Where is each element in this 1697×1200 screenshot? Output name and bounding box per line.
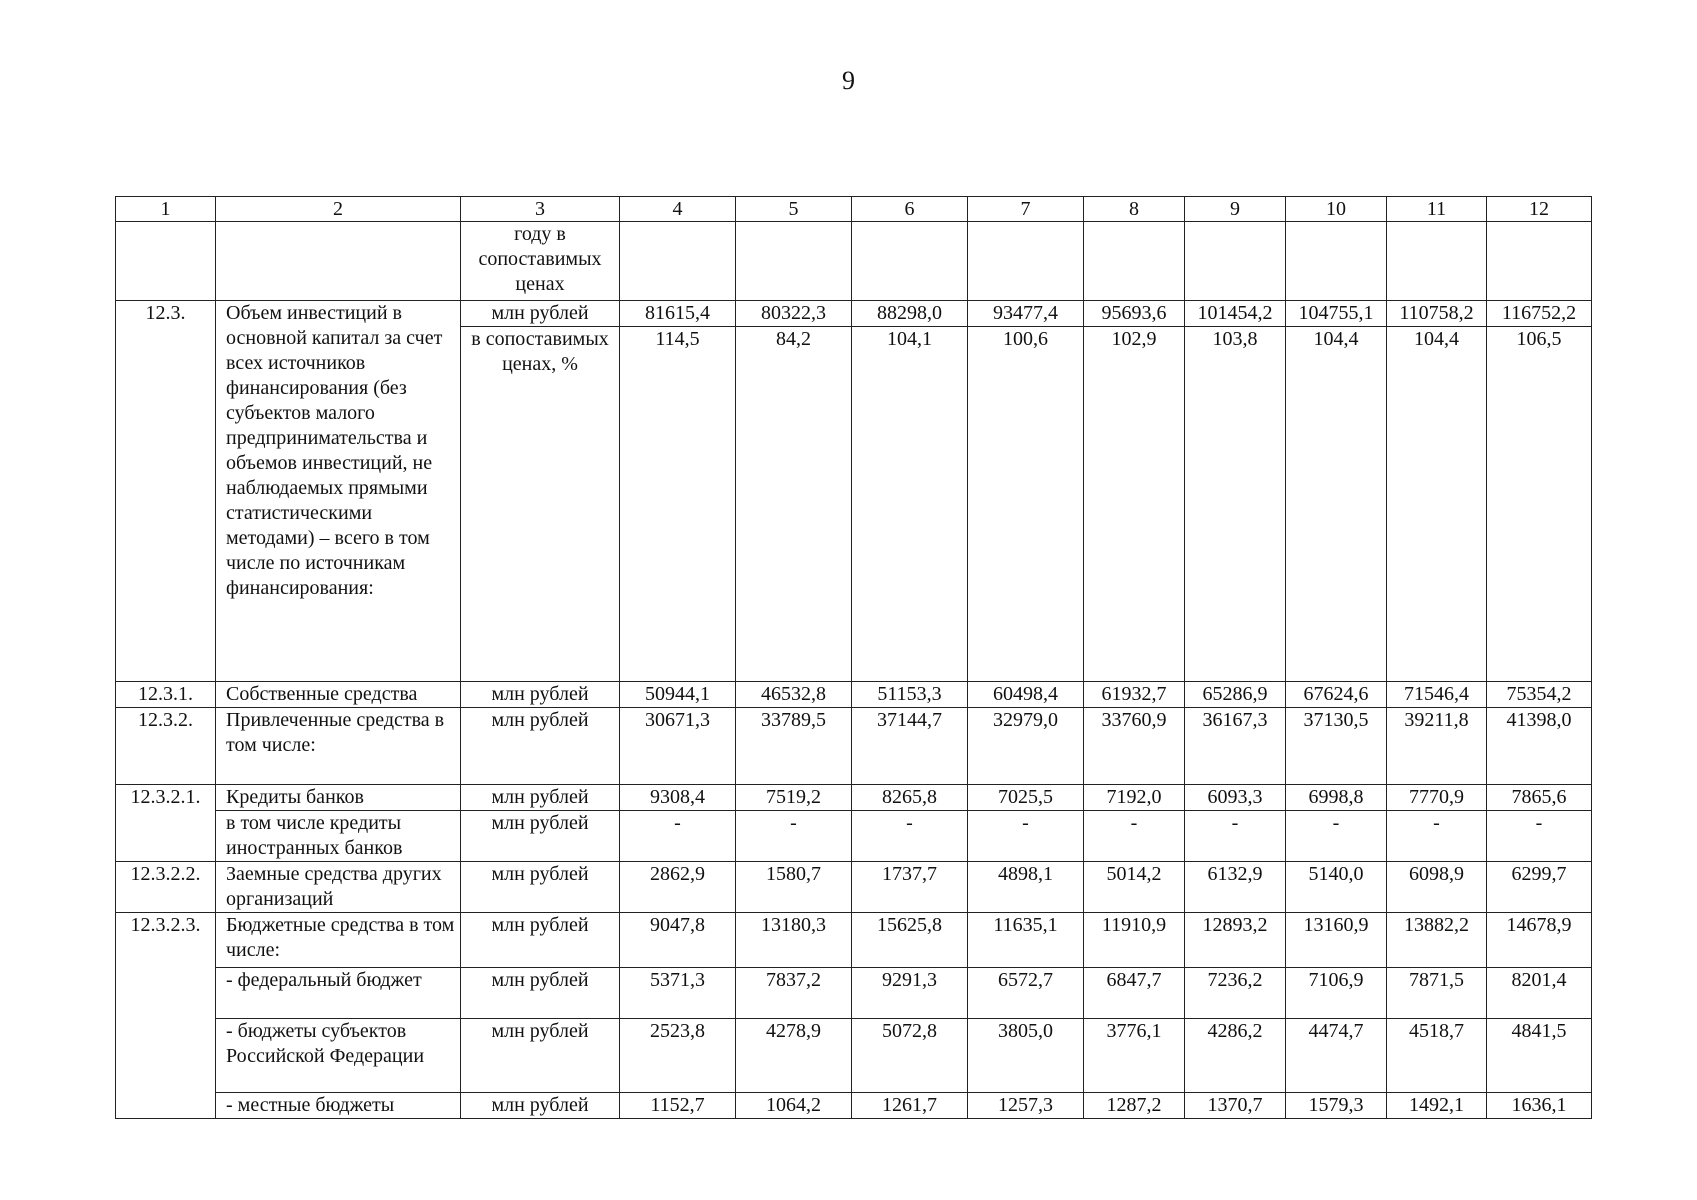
unit-cell: в сопоставимых ценах, %: [461, 327, 620, 682]
value-cell: -: [1387, 811, 1487, 862]
value-cell: 4278,9: [736, 1019, 852, 1093]
value-cell: 7106,9: [1286, 968, 1387, 1019]
value-cell: [968, 222, 1084, 301]
value-cell: 5371,3: [620, 968, 736, 1019]
value-cell: 95693,6: [1084, 301, 1185, 327]
value-cell: 81615,4: [620, 301, 736, 327]
header-cell: 10: [1286, 197, 1387, 222]
value-cell: 46532,8: [736, 682, 852, 708]
value-cell: 4898,1: [968, 862, 1084, 913]
table-row: [116, 862, 1592, 913]
value-cell: -: [1185, 811, 1286, 862]
value-cell: -: [1487, 811, 1592, 862]
table-row: [116, 1019, 1592, 1093]
indicator-name-cell: - федеральный бюджет: [216, 968, 461, 1019]
value-cell: 2523,8: [620, 1019, 736, 1093]
value-cell: 1257,3: [968, 1093, 1084, 1119]
value-cell: 9308,4: [620, 785, 736, 811]
value-cell: [1084, 222, 1185, 301]
value-cell: 1580,7: [736, 862, 852, 913]
indicator-name-cell: - местные бюджеты: [216, 1093, 461, 1119]
value-cell: 7770,9: [1387, 785, 1487, 811]
value-cell: 51153,3: [852, 682, 968, 708]
table-row: [116, 708, 1592, 785]
value-cell: 8265,8: [852, 785, 968, 811]
value-cell: 1152,7: [620, 1093, 736, 1119]
indicator-name-cell: Объем инвестиций в основной капитал за счет всех источников финансирования (без субъектов малого предпринимательства и объемов инвестиций, не наблюдаемых прямыми статистическими методами) – всего в том числе по источникам финансирования:: [216, 301, 461, 682]
value-cell: 7236,2: [1185, 968, 1286, 1019]
unit-cell: млн рублей: [461, 1093, 620, 1119]
table-row: [116, 785, 1592, 811]
value-cell: 104755,1: [1286, 301, 1387, 327]
value-cell: 5072,8: [852, 1019, 968, 1093]
indicator-name-cell: [216, 222, 461, 301]
value-cell: -: [1084, 811, 1185, 862]
value-cell: 33789,5: [736, 708, 852, 785]
value-cell: 75354,2: [1487, 682, 1592, 708]
unit-cell: млн рублей: [461, 811, 620, 862]
value-cell: 6847,7: [1084, 968, 1185, 1019]
value-cell: 61932,7: [1084, 682, 1185, 708]
table-row: [116, 682, 1592, 708]
value-cell: 88298,0: [852, 301, 968, 327]
value-cell: 33760,9: [1084, 708, 1185, 785]
value-cell: 80322,3: [736, 301, 852, 327]
value-cell: 11910,9: [1084, 913, 1185, 968]
value-cell: 5140,0: [1286, 862, 1387, 913]
table-row: [116, 968, 1592, 1019]
value-cell: 84,2: [736, 327, 852, 682]
value-cell: [1487, 222, 1592, 301]
value-cell: -: [620, 811, 736, 862]
value-cell: 102,9: [1084, 327, 1185, 682]
value-cell: 1064,2: [736, 1093, 852, 1119]
header-cell: 12: [1487, 197, 1592, 222]
value-cell: 110758,2: [1387, 301, 1487, 327]
value-cell: 37130,5: [1286, 708, 1387, 785]
value-cell: 37144,7: [852, 708, 968, 785]
value-cell: 36167,3: [1185, 708, 1286, 785]
header-cell: 11: [1387, 197, 1487, 222]
value-cell: 30671,3: [620, 708, 736, 785]
value-cell: 13180,3: [736, 913, 852, 968]
value-cell: [1387, 222, 1487, 301]
unit-cell: млн рублей: [461, 1019, 620, 1093]
value-cell: 6299,7: [1487, 862, 1592, 913]
value-cell: 39211,8: [1387, 708, 1487, 785]
row-number-cell: 12.3.2.2.: [116, 862, 216, 913]
value-cell: 13160,9: [1286, 913, 1387, 968]
unit-cell: млн рублей: [461, 682, 620, 708]
value-cell: [852, 222, 968, 301]
unit-cell: млн рублей: [461, 913, 620, 968]
value-cell: 9291,3: [852, 968, 968, 1019]
unit-cell: млн рублей: [461, 862, 620, 913]
header-cell: 6: [852, 197, 968, 222]
value-cell: 1492,1: [1387, 1093, 1487, 1119]
value-cell: 1370,7: [1185, 1093, 1286, 1119]
header-cell: 1: [116, 197, 216, 222]
row-number-cell: 12.3.2.: [116, 708, 216, 785]
value-cell: 4841,5: [1487, 1019, 1592, 1093]
header-cell: 7: [968, 197, 1084, 222]
table-header-row: [116, 197, 1592, 222]
value-cell: 7025,5: [968, 785, 1084, 811]
value-cell: 6093,3: [1185, 785, 1286, 811]
value-cell: [736, 222, 852, 301]
value-cell: 6572,7: [968, 968, 1084, 1019]
value-cell: 116752,2: [1487, 301, 1592, 327]
value-cell: -: [968, 811, 1084, 862]
value-cell: 3805,0: [968, 1019, 1084, 1093]
row-number-cell: 12.3.1.: [116, 682, 216, 708]
value-cell: 1737,7: [852, 862, 968, 913]
table-row: [116, 811, 1592, 862]
page-number: 9: [842, 66, 855, 95]
value-cell: 2862,9: [620, 862, 736, 913]
value-cell: 7837,2: [736, 968, 852, 1019]
row-number-cell: 12.3.2.1.: [116, 785, 216, 862]
value-cell: 60498,4: [968, 682, 1084, 708]
header-cell: 8: [1084, 197, 1185, 222]
value-cell: 15625,8: [852, 913, 968, 968]
header-cell: 9: [1185, 197, 1286, 222]
value-cell: 4474,7: [1286, 1019, 1387, 1093]
value-cell: -: [1286, 811, 1387, 862]
value-cell: 12893,2: [1185, 913, 1286, 968]
indicator-name-cell: Заемные средства других организаций: [216, 862, 461, 913]
value-cell: 3776,1: [1084, 1019, 1185, 1093]
value-cell: 100,6: [968, 327, 1084, 682]
value-cell: 5014,2: [1084, 862, 1185, 913]
value-cell: 6098,9: [1387, 862, 1487, 913]
value-cell: 7192,0: [1084, 785, 1185, 811]
table-row: [116, 913, 1592, 968]
value-cell: 1287,2: [1084, 1093, 1185, 1119]
unit-cell: млн рублей: [461, 708, 620, 785]
value-cell: [1286, 222, 1387, 301]
value-cell: 7871,5: [1387, 968, 1487, 1019]
value-cell: 114,5: [620, 327, 736, 682]
value-cell: 4286,2: [1185, 1019, 1286, 1093]
value-cell: 41398,0: [1487, 708, 1592, 785]
value-cell: 32979,0: [968, 708, 1084, 785]
value-cell: 101454,2: [1185, 301, 1286, 327]
unit-cell: году в сопоставимых ценах: [461, 222, 620, 301]
value-cell: 7865,6: [1487, 785, 1592, 811]
value-cell: 106,5: [1487, 327, 1592, 682]
value-cell: 7519,2: [736, 785, 852, 811]
value-cell: 6132,9: [1185, 862, 1286, 913]
table-row: [116, 222, 1592, 301]
value-cell: 67624,6: [1286, 682, 1387, 708]
unit-cell: млн рублей: [461, 785, 620, 811]
value-cell: 1636,1: [1487, 1093, 1592, 1119]
value-cell: 4518,7: [1387, 1019, 1487, 1093]
header-cell: 5: [736, 197, 852, 222]
value-cell: 104,4: [1286, 327, 1387, 682]
value-cell: 71546,4: [1387, 682, 1487, 708]
value-cell: 1261,7: [852, 1093, 968, 1119]
value-cell: 50944,1: [620, 682, 736, 708]
row-number-cell: 12.3.2.3.: [116, 913, 216, 1119]
value-cell: 93477,4: [968, 301, 1084, 327]
indicator-name-cell: Кредиты банков: [216, 785, 461, 811]
value-cell: 9047,8: [620, 913, 736, 968]
unit-cell: млн рублей: [461, 968, 620, 1019]
value-cell: -: [736, 811, 852, 862]
value-cell: [620, 222, 736, 301]
value-cell: 8201,4: [1487, 968, 1592, 1019]
value-cell: 6998,8: [1286, 785, 1387, 811]
indicator-name-cell: в том числе кредиты иностранных банков: [216, 811, 461, 862]
value-cell: 1579,3: [1286, 1093, 1387, 1119]
value-cell: -: [852, 811, 968, 862]
value-cell: 104,4: [1387, 327, 1487, 682]
indicator-name-cell: Привлеченные средства в том числе:: [216, 708, 461, 785]
indicator-name-cell: - бюджеты субъектов Российской Федерации: [216, 1019, 461, 1093]
indicator-name-cell: Собственные средства: [216, 682, 461, 708]
table-row: [116, 1093, 1592, 1119]
value-cell: [1185, 222, 1286, 301]
header-cell: 3: [461, 197, 620, 222]
value-cell: 103,8: [1185, 327, 1286, 682]
table-row: [116, 301, 1592, 327]
row-number-cell: 12.3.: [116, 301, 216, 682]
value-cell: 104,1: [852, 327, 968, 682]
value-cell: 14678,9: [1487, 913, 1592, 968]
value-cell: 13882,2: [1387, 913, 1487, 968]
indicator-name-cell: Бюджетные средства в том числе:: [216, 913, 461, 968]
indicators-table: [115, 196, 1592, 1119]
value-cell: 11635,1: [968, 913, 1084, 968]
unit-cell: млн рублей: [461, 301, 620, 327]
header-cell: 4: [620, 197, 736, 222]
row-number-cell: [116, 222, 216, 301]
value-cell: 65286,9: [1185, 682, 1286, 708]
header-cell: 2: [216, 197, 461, 222]
